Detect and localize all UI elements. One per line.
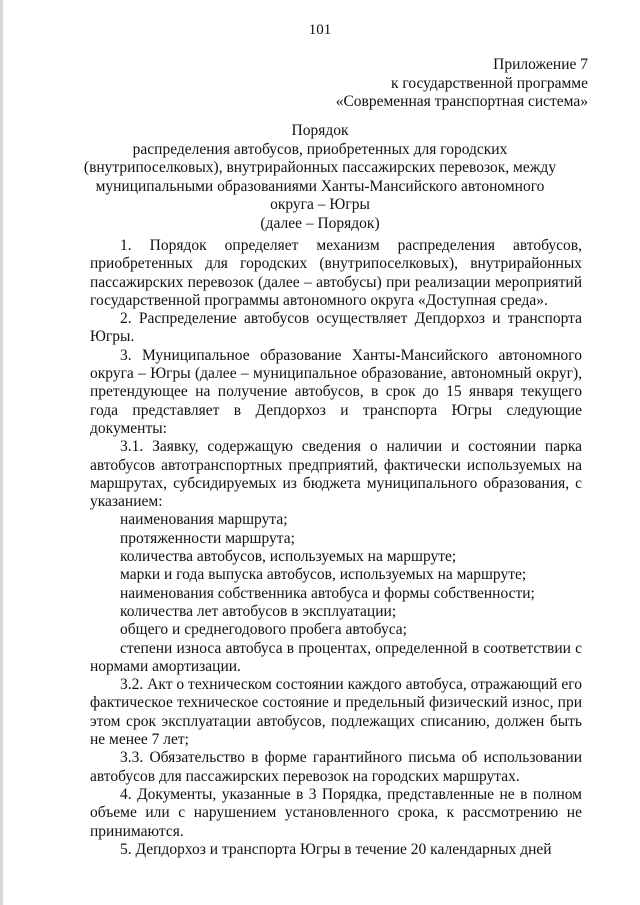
paragraph-4: 4. Документы, указанные в 3 Порядка, представленные не в полном объеме или с нарушением установленного срока, к рассмотрению не принимаются. xyxy=(90,785,582,840)
list-item: марки и года выпуска автобусов, используемых на маршруте; xyxy=(120,566,527,584)
title-heading: Порядок xyxy=(291,122,349,139)
appendix-line: к государственной программе xyxy=(390,74,588,92)
appendix-header xyxy=(336,56,588,112)
page-number: 101 xyxy=(308,22,332,38)
list-item: наименования маршрута; xyxy=(120,511,288,529)
document-title xyxy=(0,122,640,233)
paragraph-3-1: 3.1. Заявку, содержащую сведения о наличии и состоянии парка автобусов автотранспортных предприятий, фактически используемых на маршрутах, субсидируемых из бюджета муниципального образования, с указанием: xyxy=(90,438,582,511)
list-item: количества лет автобусов в эксплуатации; xyxy=(120,602,397,620)
paragraph-1: 1. Порядок определяет механизм распределения автобусов, приобретенных для городских (внутрипоселковых), внутрирайонных пассажирских перевозок (далее – автобусы) при реализации мероприятий государственной программы автономного округа «Доступная среда». xyxy=(90,237,582,309)
paragraph-3: 3. Муниципальное образование Ханты-Мансийского автономного округа – Югры (далее – муниципальное образование, автономный округ), претендующее на получение автобусов, в срок до 15 января текущего года представляет в Депдорхоз и транспорта Югры следующие документы: xyxy=(90,346,582,437)
title-line: округа – Югры xyxy=(270,196,370,213)
title-line: муниципальными образованиями Ханты-Мансийского автономного xyxy=(95,177,545,195)
paragraph-3-3: 3.3. Обязательство в форме гарантийного письма об использовании автобусов для пассажирских перевозок на городских маршрутах. xyxy=(90,749,582,785)
document-body xyxy=(90,237,582,859)
appendix-line: Приложение 7 xyxy=(493,56,588,73)
paragraph-3-2: 3.2. Акт о техническом состоянии каждого автобуса, отражающий его фактическое техническое состояние и предельный физический износ, при этом срок эксплуатации автобусов, подлежащих списанию, должен быть не менее 7 лет; xyxy=(90,676,582,749)
list-item: общего и среднегодового пробега автобуса; xyxy=(120,621,407,639)
list-item: протяженности маршрута; xyxy=(120,529,295,547)
paragraph-2: 2. Распределение автобусов осуществляет Депдорхоз и транспорта Югры. xyxy=(90,310,582,346)
title-line: распределения автобусов, приобретенных для городских xyxy=(132,140,508,158)
list-item-last: степени износа автобуса в процентах, определенной в соответствии с нормами амортизации. xyxy=(90,639,582,675)
paragraph-5: 5. Депдорхоз и транспорта Югры в течение 20 календарных дней xyxy=(120,840,552,858)
list-item: наименования собственника автобуса и формы собственности; xyxy=(120,584,535,602)
list-item: количества автобусов, используемых на маршруте; xyxy=(120,548,457,566)
appendix-line: «Современная транспортная система» xyxy=(335,93,588,110)
title-line: (далее – Порядок) xyxy=(260,214,380,232)
title-line: (внутрипоселковых), внутрирайонных пассажирских перевозок, между xyxy=(83,159,557,176)
